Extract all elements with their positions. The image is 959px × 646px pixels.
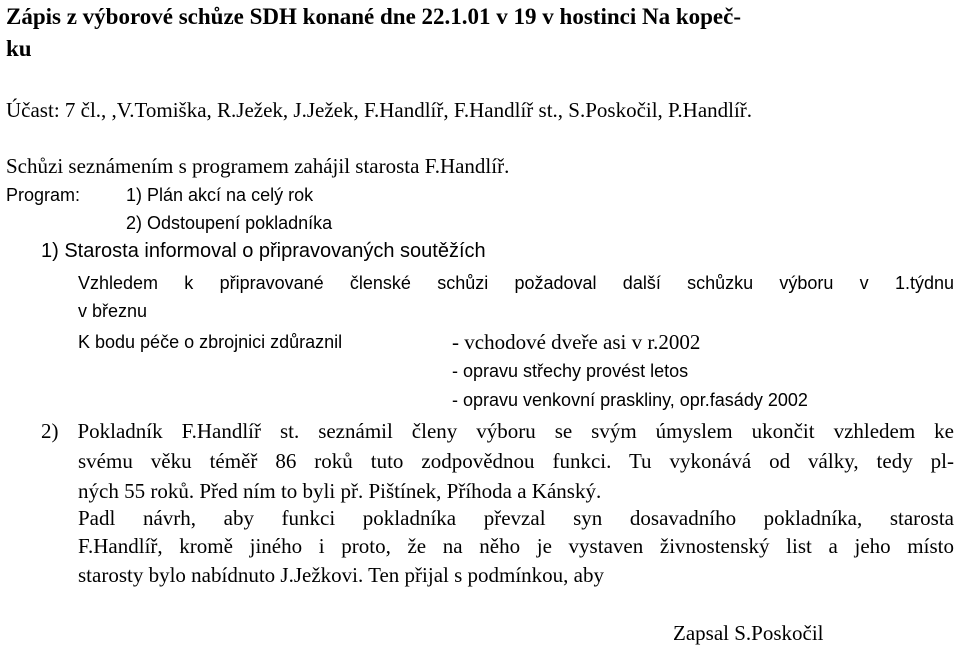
signature: Zapsal S.Poskočil	[673, 621, 824, 645]
care-label: K bodu péče o zbrojnici zdůraznil	[78, 332, 343, 352]
point2-line5: F.Handlíř, kromě jiného i proto, že na něho je vystaven živnostenský list a jeho místo	[78, 534, 954, 558]
point2-line2: svému věku téměř 86 roků tuto zodpovědnou funkci. Tu vykonává od války, tedy pl-	[78, 449, 954, 473]
document-title-line2: ku	[6, 36, 32, 61]
program-item-1: 1) Plán akcí na celý rok	[126, 185, 314, 205]
attendance-line: Účast: 7 čl., ,V.Tomiška, R.Ježek, J.Ježek, F.Handlíř, F.Handlíř st., S.Poskočil, P.Handlíř.	[6, 98, 753, 122]
program-label: Program:	[6, 185, 81, 205]
care-item-2: - opravu střechy provést letos	[452, 361, 689, 381]
program-item-2: 2) Odstoupení pokladníka	[126, 213, 333, 233]
point2-line1: 2) Pokladník F.Handlíř st. seznámil členy výboru se svým úmyslem ukončit vzhledem ke	[41, 419, 954, 443]
point1-text-line2: v březnu	[78, 301, 148, 321]
point2-line3: ných 55 roků. Před ním to byli př. Pištínek, Příhoda a Kánský.	[78, 479, 602, 503]
care-item-1: - vchodové dveře asi v r.2002	[452, 330, 701, 354]
care-item-3: - opravu venkovní praskliny, opr.fasády 2002	[452, 390, 808, 410]
point1-text-line1: Vzhledem k připravované členské schůzi požadoval další schůzku výboru v 1.týdnu	[78, 273, 954, 293]
opening-line: Schůzi seznámením s programem zahájil starosta F.Handlíř.	[6, 154, 510, 178]
point2-line4: Padl návrh, aby funkci pokladníka převzal syn dosavadního pokladníka, starosta	[78, 506, 954, 530]
document-title-line1: Zápis z výborové schůze SDH konané dne 22.1.01 v 19 v hostinci Na kopeč-	[6, 4, 742, 29]
point2-line6: starosty bylo nabídnuto J.Ježkovi. Ten přijal s podmínkou, aby	[78, 563, 605, 587]
point1-heading: 1) Starosta informoval o připravovaných soutěžích	[41, 240, 486, 262]
